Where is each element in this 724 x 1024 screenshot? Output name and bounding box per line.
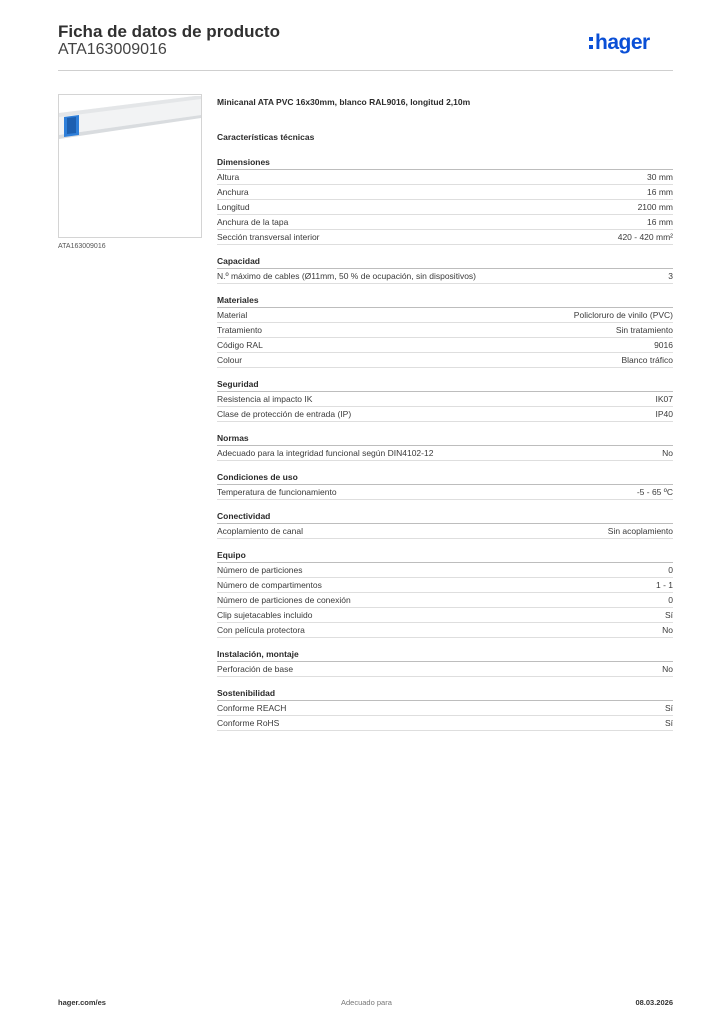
spec-section (217, 549, 673, 638)
footer-date: 08.03.2026 (635, 998, 673, 1007)
spec-value: No (662, 664, 673, 674)
spec-value: 16 mm (647, 187, 673, 197)
spec-row (217, 563, 673, 578)
page-title: Ficha de datos de producto (58, 22, 280, 41)
spec-label: Tratamiento (217, 325, 263, 335)
spec-label: Clase de protección de entrada (IP) (217, 409, 352, 419)
spec-value: 2100 mm (637, 202, 673, 212)
spec-row (217, 308, 673, 323)
spec-label: Anchura de la tapa (217, 217, 289, 227)
spec-value: 0 (668, 595, 673, 605)
spec-section (217, 471, 673, 500)
spec-label: Altura (217, 172, 240, 182)
spec-value: IP40 (655, 409, 673, 419)
spec-row (217, 170, 673, 185)
spec-label: Resistencia al impacto IK (217, 394, 313, 404)
spec-label: N.º máximo de cables (Ø11mm, 50 % de ocupación, sin dispositivos) (217, 271, 477, 281)
product-name: Minicanal ATA PVC 16x30mm, blanco RAL9016, longitud 2,10m (217, 97, 471, 107)
spec-row (217, 623, 673, 638)
spec-row (217, 230, 673, 245)
section-title: Conectividad (217, 510, 673, 524)
page-header (58, 20, 673, 71)
section-title: Condiciones de uso (217, 471, 673, 485)
spec-row (217, 185, 673, 200)
footer-note: Adecuado para (341, 998, 392, 1007)
product-image (58, 94, 202, 238)
spec-row (217, 662, 673, 677)
section-title: Instalación, montaje (217, 648, 673, 662)
spec-row (217, 701, 673, 716)
spec-row (217, 215, 673, 230)
spec-value: 16 mm (647, 217, 673, 227)
spec-value: 3 (668, 271, 673, 281)
spec-label: Anchura (217, 187, 249, 197)
spec-row (217, 323, 673, 338)
spec-label: Acoplamiento de canal (217, 526, 304, 536)
section-title: Equipo (217, 549, 673, 563)
spec-label: Conforme REACH (217, 703, 287, 713)
spec-label: Perforación de base (217, 664, 294, 674)
spec-label: Código RAL (217, 340, 263, 350)
spec-section (217, 378, 673, 422)
spec-value: Sí (664, 610, 673, 620)
spec-label: Longitud (217, 202, 250, 212)
spec-value: Sí (664, 718, 673, 728)
spec-value: 30 mm (647, 172, 673, 182)
page-footer (58, 998, 673, 1012)
spec-value: Policloruro de vinilo (PVC) (573, 310, 673, 320)
spec-section (217, 432, 673, 461)
svg-text:hager: hager (595, 31, 650, 54)
spec-value: -5 - 65 ºC (636, 487, 673, 497)
spec-value: Blanco tráfico (621, 355, 673, 365)
spec-value: 420 - 420 mm² (617, 232, 673, 242)
spec-section (217, 648, 673, 677)
tech-heading: Características técnicas (217, 132, 315, 142)
spec-section (217, 294, 673, 368)
spec-row (217, 392, 673, 407)
section-title: Dimensiones (217, 156, 673, 170)
spec-label: Adecuado para la integridad funcional según DIN4102-12 (217, 448, 434, 458)
spec-section (217, 510, 673, 539)
spec-value: 9016 (654, 340, 673, 350)
spec-value: 0 (668, 565, 673, 575)
spec-value: Sin tratamiento (615, 325, 673, 335)
spec-row (217, 716, 673, 731)
spec-value: 1 - 1 (655, 580, 673, 590)
spec-row (217, 407, 673, 422)
product-image-caption: ATA163009016 (58, 243, 106, 250)
section-title: Materiales (217, 294, 673, 308)
spec-row (217, 485, 673, 500)
spec-row (217, 608, 673, 623)
section-title: Capacidad (217, 255, 673, 269)
section-title: Sostenibilidad (217, 687, 673, 701)
spec-label: Material (217, 310, 248, 320)
spec-value: Sin acoplamiento (607, 526, 673, 536)
spec-row (217, 446, 673, 461)
footer-website: hager.com/es (58, 998, 106, 1007)
spec-row (217, 338, 673, 353)
spec-row (217, 269, 673, 284)
spec-label: Sección transversal interior (217, 232, 320, 242)
spec-value: Sí (664, 703, 673, 713)
spec-row (217, 593, 673, 608)
spec-section (217, 156, 673, 245)
spec-value: No (662, 625, 673, 635)
spec-label: Conforme RoHS (217, 718, 280, 728)
spec-row (217, 578, 673, 593)
spec-label: Clip sujetacables incluido (217, 610, 313, 620)
spec-label: Número de particiones de conexión (217, 595, 351, 605)
spec-label: Colour (217, 355, 243, 365)
section-title: Normas (217, 432, 673, 446)
spec-row (217, 524, 673, 539)
spec-label: Número de compartimentos (217, 580, 322, 590)
hager-logo (589, 30, 673, 56)
spec-label: Número de particiones (217, 565, 303, 575)
spec-value: IK07 (655, 394, 673, 404)
spec-sections (217, 156, 673, 731)
spec-section (217, 255, 673, 284)
spec-value: No (662, 448, 673, 458)
spec-section (217, 687, 673, 731)
product-code: ATA163009016 (58, 41, 167, 58)
section-title: Seguridad (217, 378, 673, 392)
spec-content (217, 95, 673, 741)
spec-label: Con película protectora (217, 625, 305, 635)
spec-label: Temperatura de funcionamiento (217, 487, 337, 497)
spec-row (217, 200, 673, 215)
spec-row (217, 353, 673, 368)
